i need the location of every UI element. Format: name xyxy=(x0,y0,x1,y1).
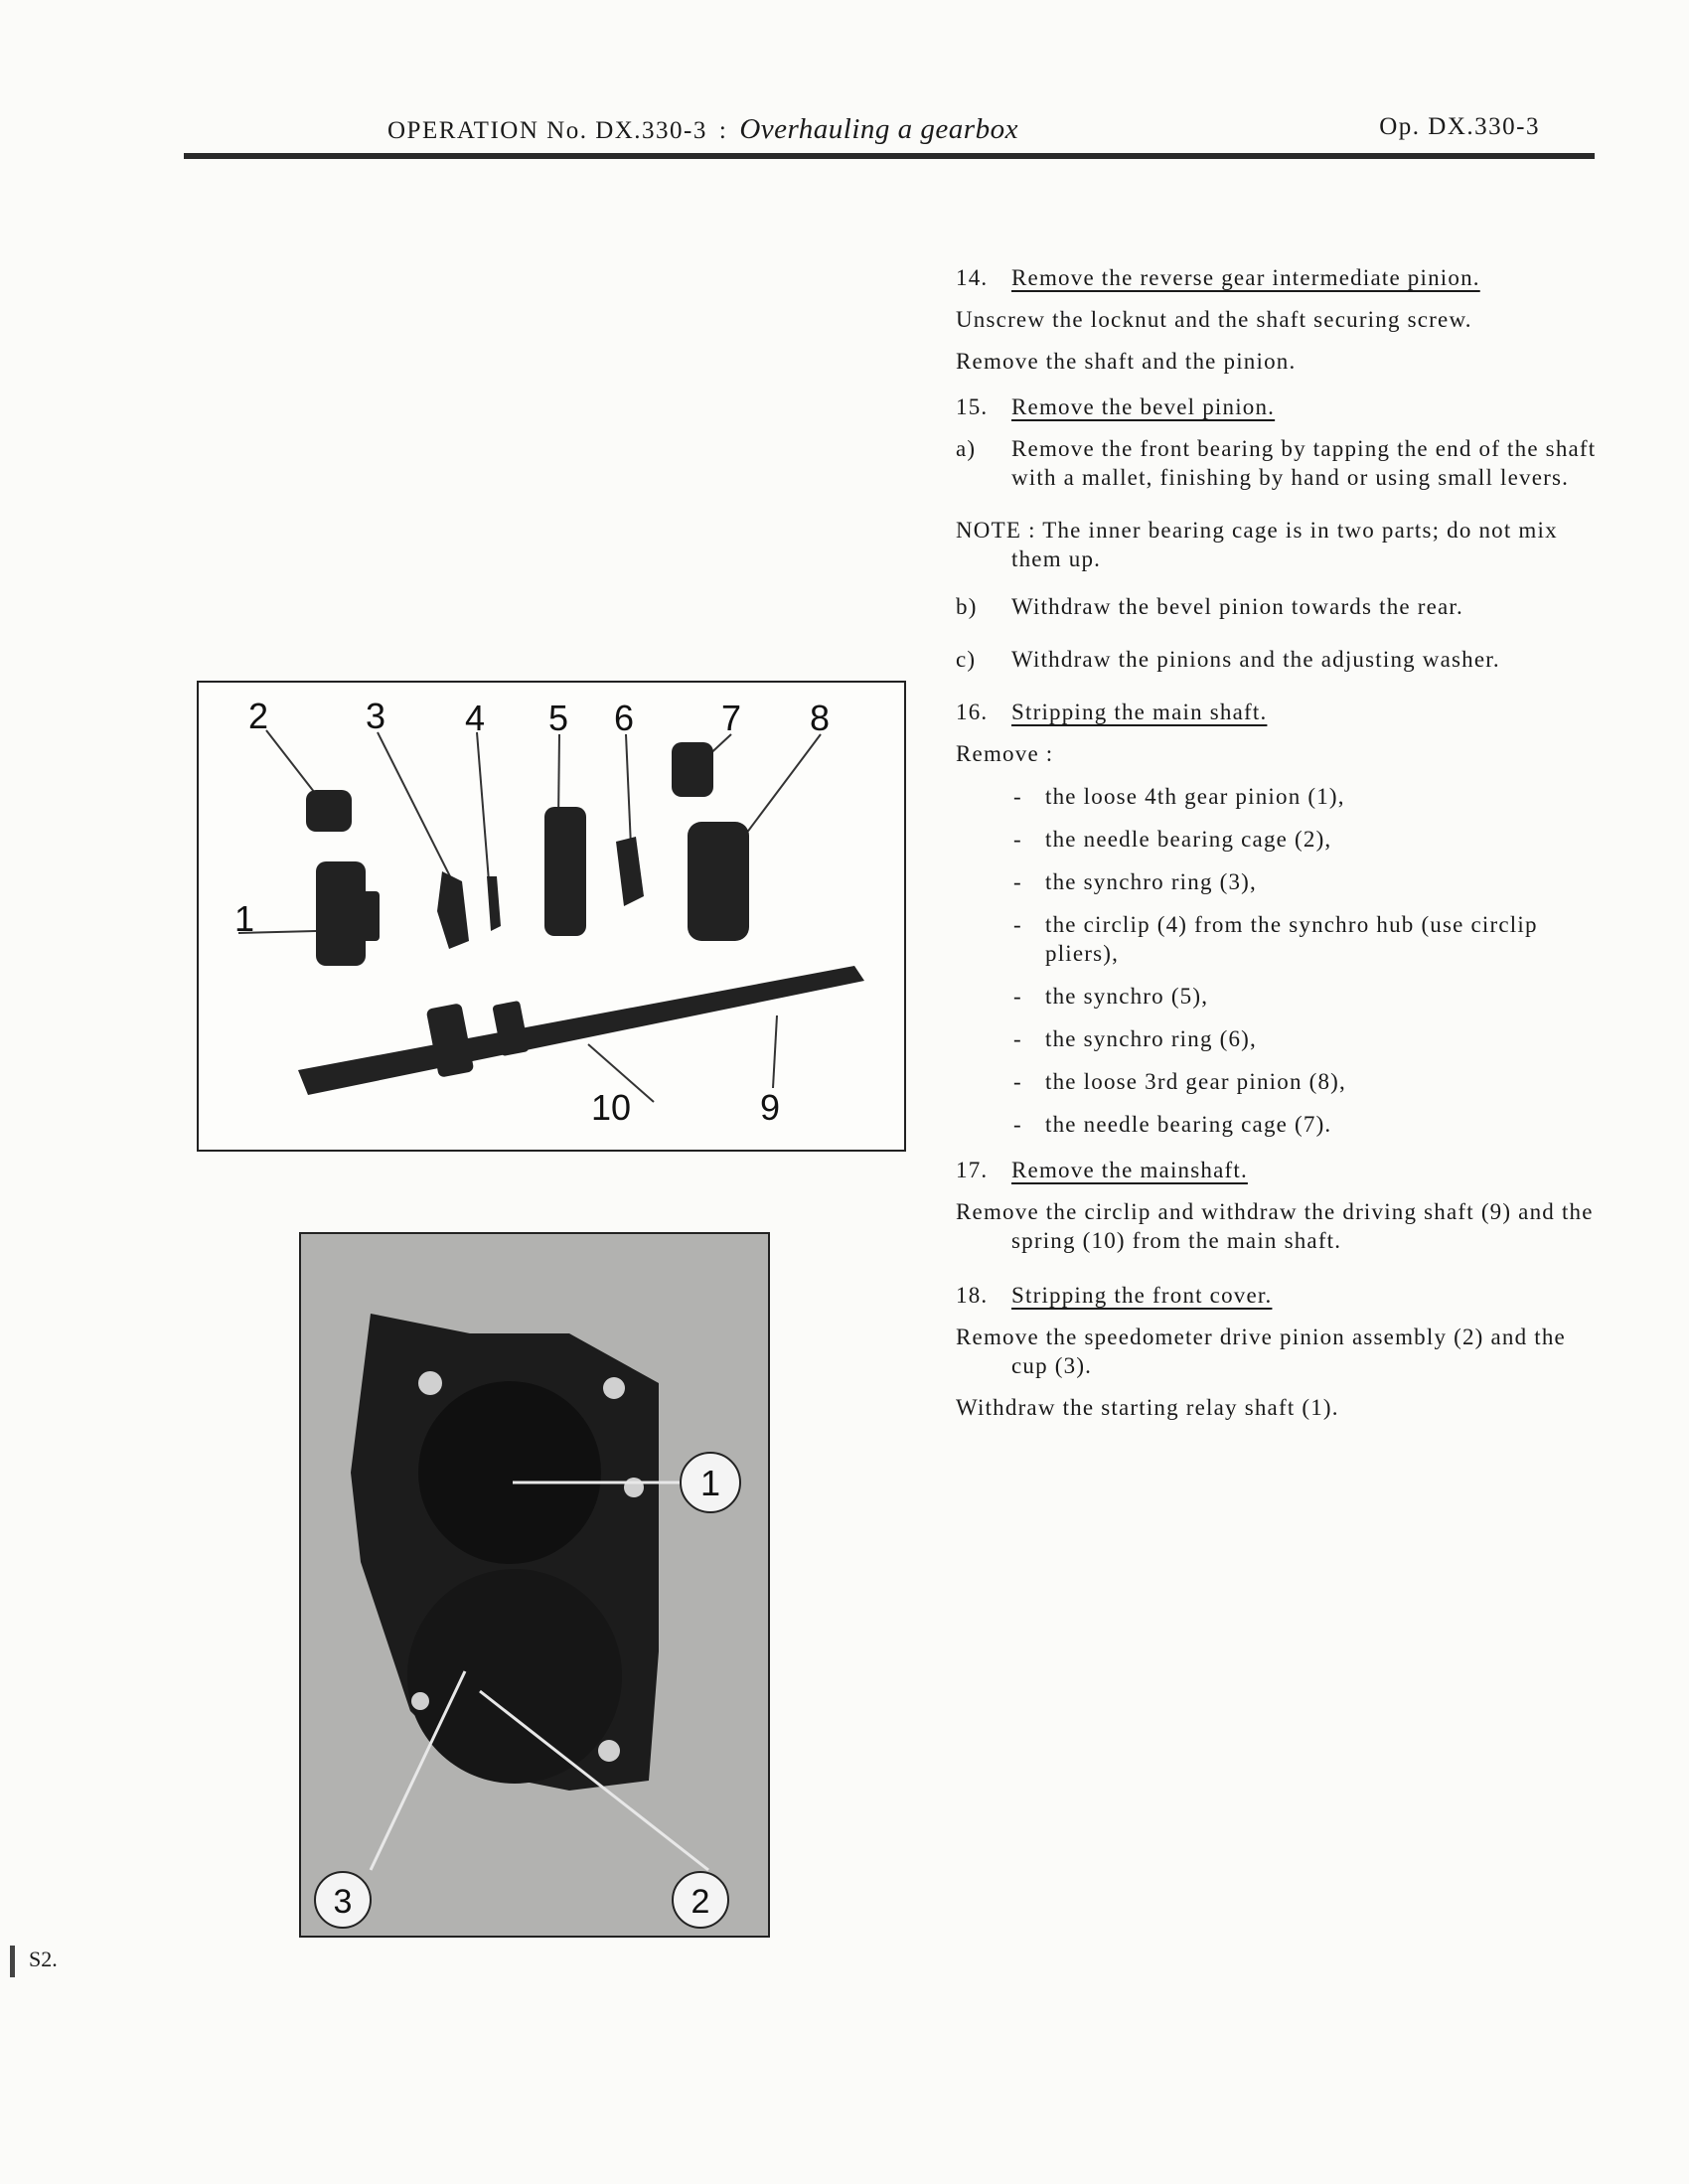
front-cover-photo xyxy=(301,1234,768,1936)
step-18-text-2: Withdraw the starting relay shaft (1). xyxy=(956,1395,1339,1420)
list-item: - the needle bearing cage (7). xyxy=(1013,1112,1332,1137)
callout-9: 9 xyxy=(760,1087,781,1128)
list-item: - the circlip (4) from the synchro hub (use circlip pliers), xyxy=(1013,912,1538,966)
svg-text:1: 1 xyxy=(699,1463,721,1503)
callout-2: 2 xyxy=(248,696,269,736)
front-cover-figure xyxy=(299,1232,770,1938)
svg-text:2: 2 xyxy=(691,1883,710,1921)
step-18-text-1: Remove the speedometer drive pinion assembly (2) and the cup (3). xyxy=(956,1325,1566,1378)
operation-title: Overhauling a gearbox xyxy=(739,113,1018,145)
gear-parts xyxy=(298,742,864,1095)
mainshaft-exploded-drawing xyxy=(199,683,904,1150)
footer-mark: S2. xyxy=(29,1947,58,1972)
page-footer xyxy=(10,1946,58,1977)
step-15-heading: 15. Remove the bevel pinion. xyxy=(956,394,1276,419)
list-item: - the loose 3rd gear pinion (8), xyxy=(1013,1069,1346,1094)
callout-7: 7 xyxy=(721,698,742,738)
list-item: - the loose 4th gear pinion (1), xyxy=(1013,784,1345,809)
step-15-b: b) Withdraw the bevel pinion towards the rear. xyxy=(956,594,1463,619)
step-16-heading: 16. Stripping the main shaft. xyxy=(956,700,1268,724)
list-item: - the synchro (5), xyxy=(1013,984,1209,1009)
callout-1: 1 xyxy=(234,898,255,939)
callout-6: 6 xyxy=(614,698,635,738)
callout-10: 10 xyxy=(591,1087,632,1128)
list-item: - the synchro ring (3), xyxy=(1013,869,1257,894)
step-14-text-1: Unscrew the locknut and the shaft securing screw. xyxy=(956,307,1472,332)
list-item: - the synchro ring (6), xyxy=(1013,1026,1257,1051)
callout-8: 8 xyxy=(810,698,831,738)
margin-bar xyxy=(10,1946,15,1977)
header-left xyxy=(387,113,1018,146)
step-15-note: NOTE : The inner bearing cage is in two parts; do not mix them up. xyxy=(956,518,1558,571)
callout-2 xyxy=(673,1872,728,1928)
header-separator: : xyxy=(718,117,728,144)
step-15-c: c) Withdraw the pinions and the adjusting washer. xyxy=(956,647,1500,672)
step-14-heading: 14. Remove the reverse gear intermediate pinion. xyxy=(956,265,1480,290)
operation-ref: Op. DX.330-3 xyxy=(1379,113,1540,140)
step-14-text-2: Remove the shaft and the pinion. xyxy=(956,349,1297,374)
step-17-text: Remove the circlip and withdraw the driving shaft (9) and the spring (10) from the main shaft. xyxy=(956,1199,1594,1253)
callout-1 xyxy=(681,1453,740,1512)
step-17-heading: 17. Remove the mainshaft. xyxy=(956,1158,1248,1182)
header-rule xyxy=(184,153,1595,159)
step-16-list xyxy=(956,782,1602,1139)
list-item: - the needle bearing cage (2), xyxy=(1013,827,1332,852)
callout-4: 4 xyxy=(465,698,486,738)
step-16-intro: Remove : xyxy=(956,741,1054,766)
callout-5: 5 xyxy=(548,698,569,738)
step-15-a: a) Remove the front bearing by tapping the end of the shaft with a mallet, finishing by hand or using small levers. xyxy=(956,436,1597,490)
svg-text:3: 3 xyxy=(333,1883,353,1921)
page-header xyxy=(184,107,1595,159)
instructions-column xyxy=(956,263,1602,1435)
operation-number: OPERATION No. DX.330-3 xyxy=(387,117,707,144)
callout-3: 3 xyxy=(366,696,386,736)
mainshaft-exploded-figure xyxy=(197,681,906,1152)
callout-3 xyxy=(315,1872,371,1928)
step-18-heading: 18. Stripping the front cover. xyxy=(956,1283,1273,1308)
